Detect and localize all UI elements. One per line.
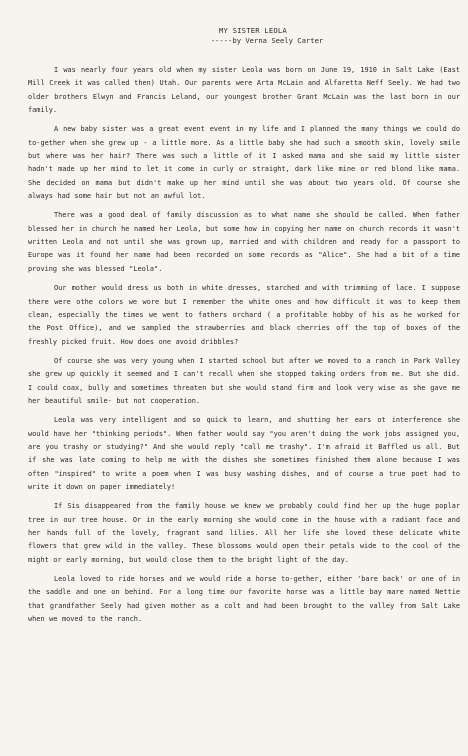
- paragraph: There was a good deal of family discussion as to what name she should be called. When father blessed her in church he named her Leola, but some how in copying her name on church records it wasn't written Leola and not until she was grown up, married and with children and ready for a passport to Europe was it found her name had been recorded on some records as "Alice". She had a bit of a time proving she was blessed "Leola".: [28, 211, 460, 273]
- document-byline: -----by Verna Seely Carter: [210, 36, 324, 45]
- paragraph: I was nearly four years old when my sister Leola was born on June 19, 1910 in Salt Lake (East Mill Creek it was called then) Utah. Our parents were Arta McLain and Alfaretta Neff Seely. We had two older brothers Elwyn and Francis Leland, our youngest brother Grant McLain was the last born in our family.: [28, 66, 460, 115]
- paragraph: A new baby sister was a great event event in my life and I planned the many things we could do to-gether when she grew up - a little more. As a little baby she had such a smooth skin, lovely smile but where was her hair? There was such a little of it I asked mama and she said my little sister hadn't made up her mind to let it come in curly or straight, dark like mine or red blond like mama. She decided on mama but didn't make up her mind until she was about two years old. Of course she always had some hair but not an awful lot.: [28, 125, 460, 201]
- document-title: MY SISTER LEOLA: [219, 26, 287, 35]
- paragraph: Of course she was very young when I started school but after we moved to a ranch in Park Valley she grew up quickly it seemed and I can't recall when she stopped taking orders from me. But she did. I could coax, bully and sometimes threaten but she would stand firm and look very wise as she gave me her beautiful smile- but not cooperation.: [28, 356, 460, 405]
- paragraph: Leola was very intelligent and so quick to learn, and shutting her ears ot interference she would have her "thinking periods". When father would say "you aren't doing the work jobs assigned you, are you trashy or studying?" And she would reply "call me trashy". I'm afraid it Baffled us all. But if she was late coming to help me with the dishes she sometimes finished them alone because I was often "inspired" to write a poem when I was busy washing dishes, and of course a true poet had to write it down on paper immediately!: [28, 416, 460, 491]
- paragraph: Our mother would dress us both in white dresses, starched and with trimming of lace. I suppose there were othe colors we wore but I remember the white ones and how difficult it was to keep them clean, especially the times we went to fathers orchard ( a profitable hobby of his as he worked for the Post Office), and we sampled the strawberries and black cherries off the top of boxes of the freshly picked fruit. How does one avoid dribbles?: [28, 284, 460, 346]
- document-body: [28, 64, 460, 626]
- paragraph: If Sis disappeared from the family house we knew we probably could find her up the huge poplar tree in our tree house. Or in the early morning she would come in the house with a radiant face and her hands full of the lovely, fragrant sand lilies. All her life she loved these delicate white flowers that grew wild in the valley. These blossoms would open their petals wide to the cool of the might or early morning, but would close them to the bright light of the day.: [28, 502, 460, 564]
- paragraph: Leola loved to ride horses and we would ride a horse to-gether, either 'bare back' or one of in the saddle and one on behind. For a long time our favorite horse was a little bay mare named Nettie that grandfather Seely had given mother as a colt and had been brought to the valley from Salt Lake when we moved to the ranch.: [28, 575, 460, 624]
